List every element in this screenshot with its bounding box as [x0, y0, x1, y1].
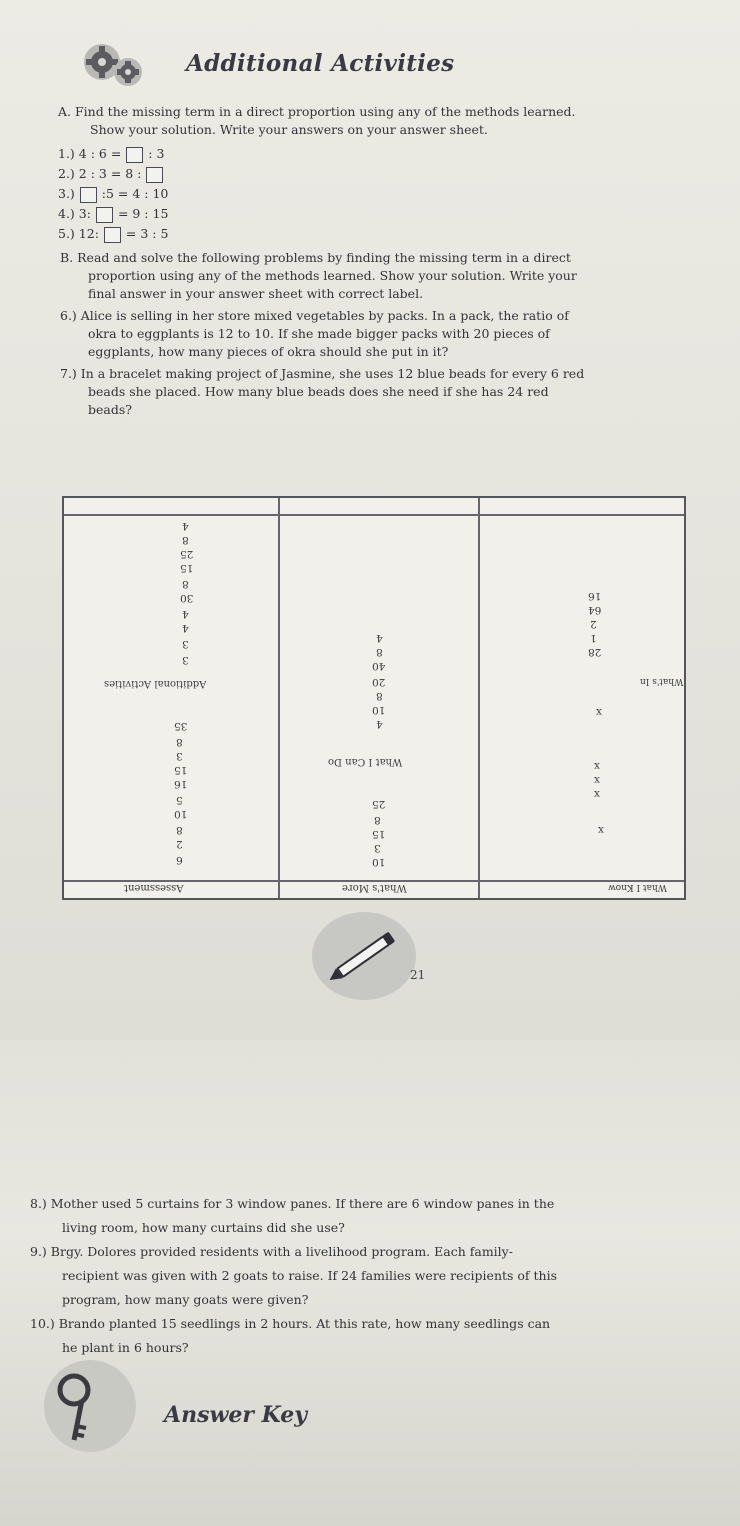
answer-box [104, 227, 121, 243]
item-5 [58, 226, 168, 243]
part-b-instruction-2: proportion using any of the methods learned. Show your solution. Write your [88, 268, 577, 283]
answer-value: 35 [174, 720, 188, 732]
answer-box [96, 207, 113, 223]
item-1 [58, 146, 164, 163]
answer-value: x [598, 824, 604, 836]
part-b-instruction-3: final answer in your answer sheet with correct label. [88, 286, 424, 301]
item-prefix: 3: [78, 206, 91, 221]
answer-value: 30 [180, 592, 194, 604]
pencil-badge [312, 912, 416, 1000]
additional-activities-header: Additional Activities [104, 678, 207, 689]
problem-7-line-1: 7.) In a bracelet making project of Jasmine, she uses 12 blue beads for every 6 red [60, 366, 585, 381]
assessment-header: Assessment [124, 882, 184, 893]
answer-value: 8 [182, 534, 189, 546]
pencil-icon [312, 912, 416, 1000]
page-number: 21 [410, 968, 426, 982]
answer-value: 3 [182, 654, 189, 666]
answer-value: 25 [372, 798, 386, 810]
problem-7-line-2: beads she placed. How many blue beads does she need if she has 24 red [88, 384, 549, 399]
answer-value: 28 [588, 646, 602, 658]
answer-value: 16 [588, 590, 602, 602]
part-a-instruction-1: A. Find the missing term in a direct proportion using any of the methods learned. [58, 104, 576, 119]
answer-value: 64 [588, 604, 602, 616]
item-number: 3.) [58, 186, 75, 201]
answer-value: 25 [180, 548, 194, 560]
item-number: 4.) [58, 206, 75, 221]
answer-value: 2 [590, 618, 597, 630]
answer-value: 15 [180, 562, 194, 574]
answer-box [126, 147, 143, 163]
answer-value: 4 [376, 718, 383, 730]
item-2 [58, 166, 164, 183]
answer-value: x [594, 774, 600, 786]
answer-value: x [596, 706, 602, 718]
answer-box [80, 187, 97, 203]
key-badge [44, 1360, 136, 1452]
problem-9-line-2: recipient was given with 2 goats to raise. If 24 families were recipients of this [62, 1268, 558, 1283]
problem-7-line-3: beads? [88, 402, 132, 417]
answer-value: 20 [372, 676, 386, 688]
part-a-instruction-2: Show your solution. Write your answers on your answer sheet. [90, 122, 488, 137]
answer-value: 4 [376, 632, 383, 644]
answer-value: 1 [590, 632, 597, 644]
problem-10-line-1: 10.) Brando planted 15 seedlings in 2 hours. At this rate, how many seedlings can [30, 1316, 551, 1331]
problem-10-line-2: he plant in 6 hours? [62, 1340, 189, 1355]
answer-value: 8 [376, 690, 383, 702]
problem-9-line-1: 9.) Brgy. Dolores provided residents with a livelihood program. Each family- [30, 1244, 513, 1259]
key-icon [44, 1360, 136, 1452]
answer-value: 4 [182, 608, 189, 620]
answer-value: 3 [176, 750, 183, 762]
what-i-know-header: What I Know [608, 882, 667, 892]
answer-key-table [62, 496, 686, 900]
problem-8-line-1: 8.) Mother used 5 curtains for 3 window panes. If there are 6 window panes in the [30, 1196, 555, 1211]
item-prefix: 12: [78, 226, 99, 241]
problem-6-line-3: eggplants, how many pieces of okra should she put in it? [88, 344, 449, 359]
table-divider [64, 514, 684, 516]
item-prefix: 4 : 6 = [78, 146, 122, 161]
table-divider [278, 498, 280, 898]
answer-value: 4 [182, 622, 189, 634]
answer-value: 6 [176, 854, 183, 866]
answer-value: 10 [174, 808, 188, 820]
answer-value: 8 [374, 814, 381, 826]
whats-more-header: What's More [342, 882, 407, 893]
item-suffix: : 3 [148, 146, 165, 161]
whats-in-header: What's In [640, 676, 684, 686]
problem-9-line-3: program, how many goats were given? [62, 1292, 309, 1307]
item-prefix: 2 : 3 = 8 : [78, 166, 142, 181]
problem-6-line-2: okra to eggplants is 12 to 10. If she made bigger packs with 20 pieces of [88, 326, 550, 341]
answer-value: 8 [176, 824, 183, 836]
answer-value: 8 [182, 578, 189, 590]
item-4 [58, 206, 168, 223]
page-lower [0, 1040, 740, 1526]
answer-box [146, 167, 163, 183]
item-3 [58, 186, 168, 203]
what-i-can-do-header: What I Can Do [328, 756, 403, 767]
answer-value: 16 [174, 778, 188, 790]
problem-8-line-2: living room, how many curtains did she use? [62, 1220, 345, 1235]
answer-value: 10 [372, 704, 386, 716]
item-suffix: = 3 : 5 [125, 226, 169, 241]
answer-value: 4 [182, 520, 189, 532]
item-number: 1.) [58, 146, 75, 161]
answer-value: 15 [174, 764, 188, 776]
gears-icon [78, 38, 158, 98]
part-b-instruction-1: B. Read and solve the following problems by finding the missing term in a direct [60, 250, 571, 265]
page-title: Additional Activities [186, 50, 455, 77]
item-suffix: = 9 : 15 [117, 206, 169, 221]
answer-value: x [594, 760, 600, 772]
item-number: 5.) [58, 226, 75, 241]
answer-value: 10 [372, 856, 386, 868]
answer-value: 8 [176, 736, 183, 748]
item-suffix: :5 = 4 : 10 [101, 186, 169, 201]
item-number: 2.) [58, 166, 75, 181]
answer-value: 5 [176, 794, 183, 806]
answer-value: 3 [182, 638, 189, 650]
answer-value: 2 [176, 838, 183, 850]
answer-value: x [594, 788, 600, 800]
answer-value: 40 [372, 660, 386, 672]
answer-key-title: Answer Key [164, 1402, 308, 1428]
answer-value: 15 [372, 828, 386, 840]
answer-value: 8 [376, 646, 383, 658]
table-divider [478, 498, 480, 898]
answer-value: 3 [374, 842, 381, 854]
problem-6-line-1: 6.) Alice is selling in her store mixed vegetables by packs. In a pack, the ratio of [60, 308, 569, 323]
